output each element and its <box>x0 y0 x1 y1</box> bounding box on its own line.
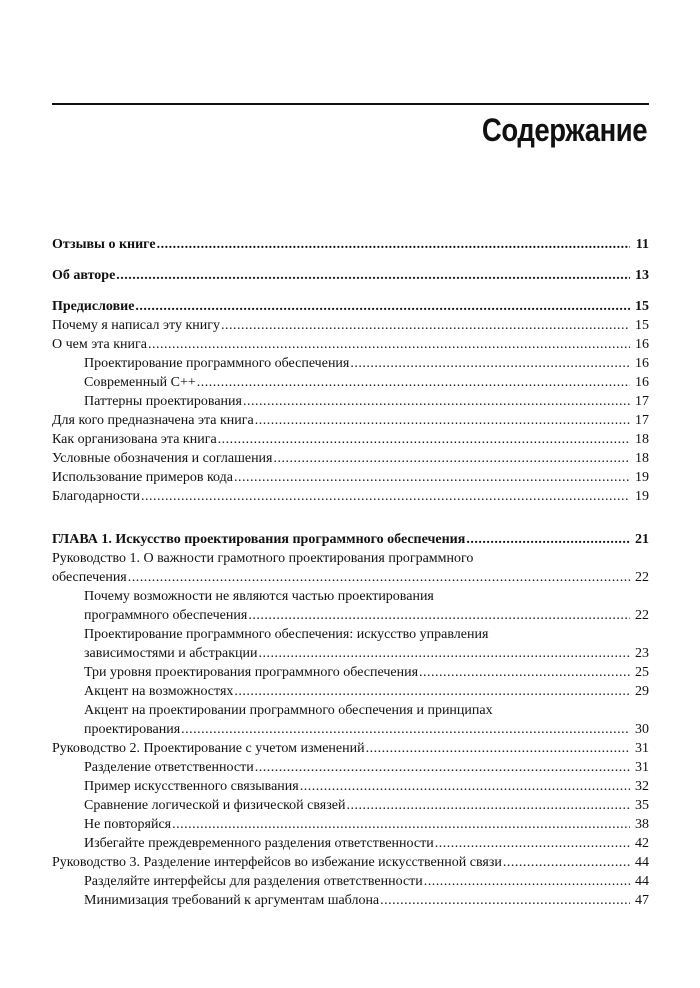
dot-leader <box>234 682 630 701</box>
toc-entry-title: Условные обозначения и соглашения <box>52 451 273 466</box>
toc-page-number: 30 <box>635 722 649 737</box>
toc-entry <box>52 777 649 796</box>
toc-entry-title: Паттерны проектирования <box>84 394 242 409</box>
toc-line <box>52 266 649 285</box>
toc-entry-title: Для кого предназначена эта книга <box>52 413 254 428</box>
toc-line <box>52 449 649 468</box>
toc-page-number: 35 <box>635 798 649 813</box>
toc-page-number: 16 <box>635 375 649 390</box>
toc-entry-title: Проектирование программного обеспечения: искусство управления <box>84 627 489 642</box>
toc-line <box>84 777 649 796</box>
toc-line <box>84 815 649 834</box>
dot-leader <box>221 316 630 335</box>
toc-line <box>52 530 649 549</box>
toc-page-number: 47 <box>635 893 649 908</box>
toc-entry-title: Как организована эта книга <box>52 432 217 447</box>
dot-leader <box>366 739 630 758</box>
toc-page-number: 16 <box>635 356 649 371</box>
toc-entry-title: Почему возможности не являются частью проектирования <box>84 589 434 604</box>
toc-line <box>84 834 649 853</box>
toc-page-number: 32 <box>635 779 649 794</box>
toc-entry-title: программного обеспечения <box>84 608 248 623</box>
toc-line <box>52 411 649 430</box>
toc-line <box>84 758 649 777</box>
toc-page-number: 17 <box>635 413 649 428</box>
dot-leader <box>346 796 630 815</box>
toc-entry-title: Три уровня проектирования программного обеспечения <box>84 665 419 680</box>
toc-line <box>84 625 649 644</box>
toc-page-number: 18 <box>635 451 649 466</box>
toc-page-number: 15 <box>635 318 649 333</box>
toc-entry <box>52 549 649 587</box>
toc-page-number: 31 <box>635 760 649 775</box>
toc-line <box>52 468 649 487</box>
toc-entry-title: Разделяйте интерфейсы для разделения ответственности <box>84 874 423 889</box>
dot-leader <box>466 530 630 549</box>
toc-entry <box>52 587 649 625</box>
dot-leader <box>141 487 630 506</box>
toc-line <box>52 739 649 758</box>
toc-line <box>84 720 649 739</box>
toc-page-number: 15 <box>635 299 649 314</box>
toc-entry-title: Пример искусственного связывания <box>84 779 299 794</box>
toc-page-number: 22 <box>635 570 649 585</box>
dot-leader <box>197 373 630 392</box>
toc-entry-title: Не повторяйся <box>84 817 172 832</box>
toc-entry <box>52 316 649 335</box>
toc-line <box>52 430 649 449</box>
toc-entry-title: Руководство 1. О важности грамотного проектирования программного <box>52 551 474 566</box>
toc-line <box>84 354 649 373</box>
toc-line <box>52 297 649 316</box>
dot-leader <box>243 392 630 411</box>
toc-line <box>52 549 649 568</box>
toc-entry <box>52 739 649 758</box>
toc-entry-title: Почему я написал эту книгу <box>52 318 220 333</box>
toc-page-number: 18 <box>635 432 649 447</box>
toc-entry <box>52 373 649 392</box>
toc-entry-title: Современный C++ <box>84 375 196 390</box>
toc-entry <box>52 872 649 891</box>
toc-line <box>52 568 649 587</box>
dot-leader <box>181 720 630 739</box>
dot-leader <box>435 834 630 853</box>
dot-leader <box>234 468 630 487</box>
toc-entry <box>52 430 649 449</box>
toc-page-number: 19 <box>635 470 649 485</box>
toc-entry-title: Об авторе <box>52 268 116 283</box>
dot-leader <box>300 777 630 796</box>
dot-leader <box>255 758 630 777</box>
toc-entry-title: Предисловие <box>52 299 135 314</box>
toc-entry <box>52 758 649 777</box>
toc-page-number: 22 <box>635 608 649 623</box>
toc-entry <box>52 335 649 354</box>
toc-entry <box>52 297 649 316</box>
toc-entry <box>52 663 649 682</box>
toc-entry-title: ГЛАВА 1. Искусство проектирования программного обеспечения <box>52 532 466 547</box>
toc-entry-title: Проектирование программного обеспечения <box>84 356 350 371</box>
toc-entry <box>52 392 649 411</box>
dot-leader <box>116 266 630 285</box>
toc-line <box>52 235 649 254</box>
toc-entry <box>52 682 649 701</box>
toc-page-number: 11 <box>635 237 649 252</box>
toc-line <box>84 796 649 815</box>
dot-leader <box>157 235 630 254</box>
toc-entry-title: Акцент на возможностях <box>84 684 234 699</box>
toc-page-number: 44 <box>635 874 649 889</box>
toc-line <box>84 891 649 910</box>
toc-entry-title: Руководство 3. Разделение интерфейсов во избежание искусственной связи <box>52 855 502 870</box>
toc-page-number: 25 <box>635 665 649 680</box>
toc-entry <box>52 235 649 254</box>
toc-page-number: 44 <box>635 855 649 870</box>
toc-entry-title: Разделение ответственности <box>84 760 254 775</box>
toc-line <box>84 682 649 701</box>
toc-line <box>84 872 649 891</box>
toc-line <box>52 487 649 506</box>
toc-entry <box>52 354 649 373</box>
toc-line <box>84 373 649 392</box>
toc-entry <box>52 701 649 739</box>
toc-entry <box>52 530 649 549</box>
toc-line <box>52 853 649 872</box>
toc-entry <box>52 449 649 468</box>
dot-leader <box>255 411 630 430</box>
toc-page-number: 38 <box>635 817 649 832</box>
toc-entry-title: О чем эта книга <box>52 337 147 352</box>
toc-page-number: 16 <box>635 337 649 352</box>
toc-entry-title: Акцент на проектировании программного обеспечения и принципах <box>84 703 493 718</box>
toc-entry <box>52 853 649 872</box>
toc-entry <box>52 468 649 487</box>
toc-entry-title: Благодарности <box>52 489 141 504</box>
dot-leader <box>259 644 630 663</box>
dot-leader <box>128 568 630 587</box>
toc-page-number: 31 <box>635 741 649 756</box>
toc-line <box>84 587 649 606</box>
dot-leader <box>218 430 630 449</box>
toc-entry <box>52 891 649 910</box>
toc-entry <box>52 487 649 506</box>
dot-leader <box>172 815 630 834</box>
dot-leader <box>274 449 631 468</box>
toc-entry-title: Использование примеров кода <box>52 470 233 485</box>
toc-entry <box>52 625 649 663</box>
toc-entry <box>52 266 649 285</box>
toc-line <box>84 663 649 682</box>
dot-leader <box>148 335 630 354</box>
toc-entry-title: проектирования <box>84 722 181 737</box>
toc-entry <box>52 815 649 834</box>
table-of-contents <box>52 235 649 910</box>
dot-leader <box>135 297 630 316</box>
toc-entry-title: Минимизация требований к аргументам шаблона <box>84 893 380 908</box>
toc-page-number: 23 <box>635 646 649 661</box>
toc-entry-title: Отзывы о книге <box>52 237 156 252</box>
toc-page-number: 29 <box>635 684 649 699</box>
dot-leader <box>350 354 630 373</box>
toc-entry <box>52 834 649 853</box>
toc-page-number: 17 <box>635 394 649 409</box>
page-title: Содержание <box>481 112 647 148</box>
toc-entry-title: зависимостями и абстракции <box>84 646 258 661</box>
toc-page-number: 21 <box>635 532 649 547</box>
toc-page-number: 19 <box>635 489 649 504</box>
header-rule <box>52 103 649 105</box>
dot-leader <box>380 891 630 910</box>
toc-line <box>84 606 649 625</box>
toc-line <box>52 316 649 335</box>
toc-entry-title: Сравнение логической и физической связей <box>84 798 346 813</box>
toc-entry <box>52 411 649 430</box>
dot-leader <box>424 872 630 891</box>
dot-leader <box>248 606 630 625</box>
toc-page-number: 13 <box>635 268 649 283</box>
toc-line <box>84 644 649 663</box>
dot-leader <box>419 663 630 682</box>
toc-entry-title: обеспечения <box>52 570 127 585</box>
toc-entry-title: Руководство 2. Проектирование с учетом изменений <box>52 741 365 756</box>
toc-entry-title: Избегайте преждевременного разделения ответственности <box>84 836 434 851</box>
toc-page-number: 42 <box>635 836 649 851</box>
toc-entry <box>52 796 649 815</box>
toc-line <box>84 701 649 720</box>
toc-line <box>84 392 649 411</box>
toc-line <box>52 335 649 354</box>
dot-leader <box>503 853 630 872</box>
